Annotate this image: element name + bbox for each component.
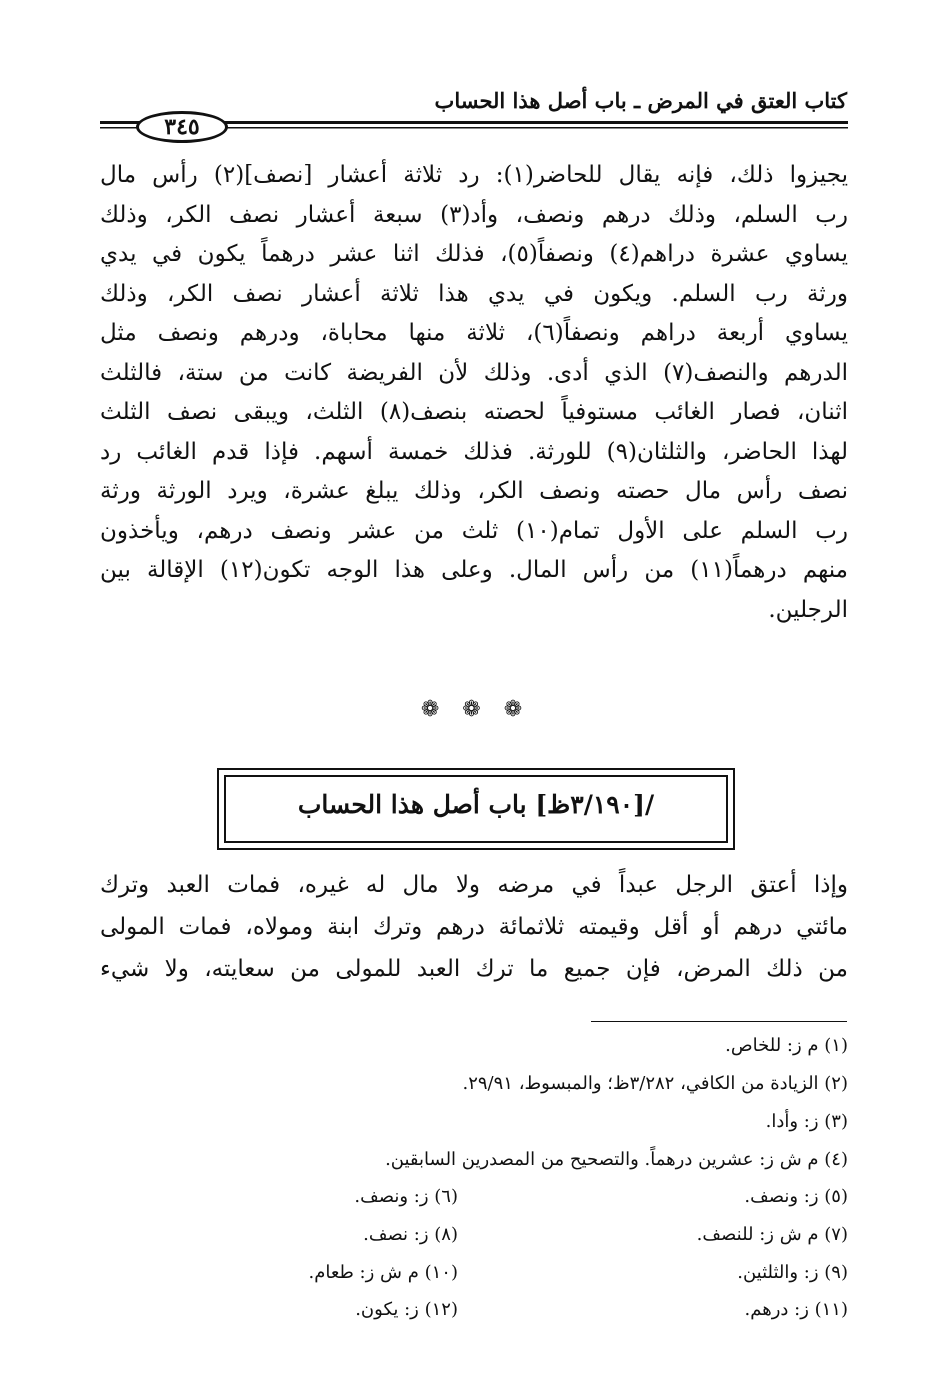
text-line: مائتي درهم أو أقل وقيمته ثلاثمائة درهم وترك ابنة ومولاه، فمات المولى [100, 914, 848, 940]
text-line: نصف رأس مال حصته ونصف الكر، وذلك يبلغ عشرة، ويرد الورثة ورثة [100, 478, 848, 504]
footnote-9: (٩) ز: والثلثين. [737, 1262, 848, 1283]
text-line: يساوي أربعة دراهم ونصفاً(٦)، ثلاثة منها محاباة، ودرهم ونصف مثل [100, 320, 848, 346]
footnote-2: (٢) الزيادة من الكافي، ٣/٢٨٢ظ؛ والمبسوط، ٢٩/٩١. [462, 1073, 848, 1094]
page-number: ٣٤٥ [136, 111, 228, 143]
text-line: من ذلك المرض، فإن جميع ما ترك العبد للمولى من سعايته، ولا شيء [100, 956, 848, 982]
footnote-rule [591, 1021, 847, 1022]
running-title: كتاب العتق في المرض ـ باب أصل هذا الحساب [434, 88, 847, 113]
footnote-3: (٣) ز: وأدا. [765, 1111, 848, 1132]
chapter-heading-box [217, 768, 735, 850]
footnote-12: (١٢) ز: يكون. [355, 1299, 458, 1320]
section-separator: ❁ ❁ ❁ [420, 697, 531, 722]
body-paragraph-2 [100, 864, 848, 990]
footnote-1: (١) م ز: للخاص. [725, 1035, 848, 1056]
text-line: اثنان، فصار الغائب مستوفياً لحصته بنصف(٨) الثلث، ويبقى نصف الثلث [100, 399, 848, 425]
footnote-6: (٦) ز: ونصف. [354, 1186, 458, 1207]
text-line: لهذا الحاضر، والثلثان(٩) للورثة. فذلك خمسة أسهم. فإذا قدم الغائب رد [100, 438, 848, 465]
footnote-10: (١٠) م ش ز: طعام. [308, 1262, 458, 1283]
text-line: وإذا أعتق الرجل عبداً في مرضه ولا مال له غيره، فمات العبد وترك [100, 872, 848, 898]
footnote-7: (٧) م ش ز: للنصف. [696, 1224, 848, 1245]
text-line: يجيزوا ذلك، فإنه يقال للحاضر(١): رد ثلاثة أعشار [نصف](٢) رأس مال [100, 162, 848, 188]
text-line: يساوي عشرة دراهم(٤) ونصفاً(٥)، فذلك اثنا عشر درهماً يكون في يدي [100, 241, 848, 267]
text-line: رب السلم على الأول تمام(١٠) ثلث من عشر ونصف درهم، ويأخذون [100, 517, 848, 544]
footnote-11: (١١) ز: درهم. [744, 1299, 848, 1320]
text-line: الدرهم والنصف(٧) الذي أدى. وذلك لأن الفريضة كانت من ستة، فالثلث [100, 359, 848, 386]
text-line: ورثة رب السلم. ويكون في يدي هذا ثلاثة أعشار نصف الكر، وذلك [100, 280, 848, 307]
footnote-5: (٥) ز: ونصف. [744, 1186, 848, 1207]
text-line: الرجلين. [768, 596, 848, 623]
footnote-4: (٤) م ش ز: عشرين درهماً. والتصحيح من المصدرين السابقين. [385, 1149, 848, 1170]
footnote-8: (٨) ز: نصف. [363, 1224, 458, 1245]
text-line: منهم درهماً(١١) من رأس المال. وعلى هذا الوجه تكون(١٢) الإقالة بين [100, 557, 848, 583]
body-paragraph-1 [100, 156, 848, 630]
text-line: رب السلم، وذلك درهم ونصف، وأد(٣) سبعة أعشار نصف الكر، وذلك [100, 201, 848, 228]
chapter-title: /[٣/١٩٠ظ] باب أصل هذا الحساب [297, 790, 655, 819]
